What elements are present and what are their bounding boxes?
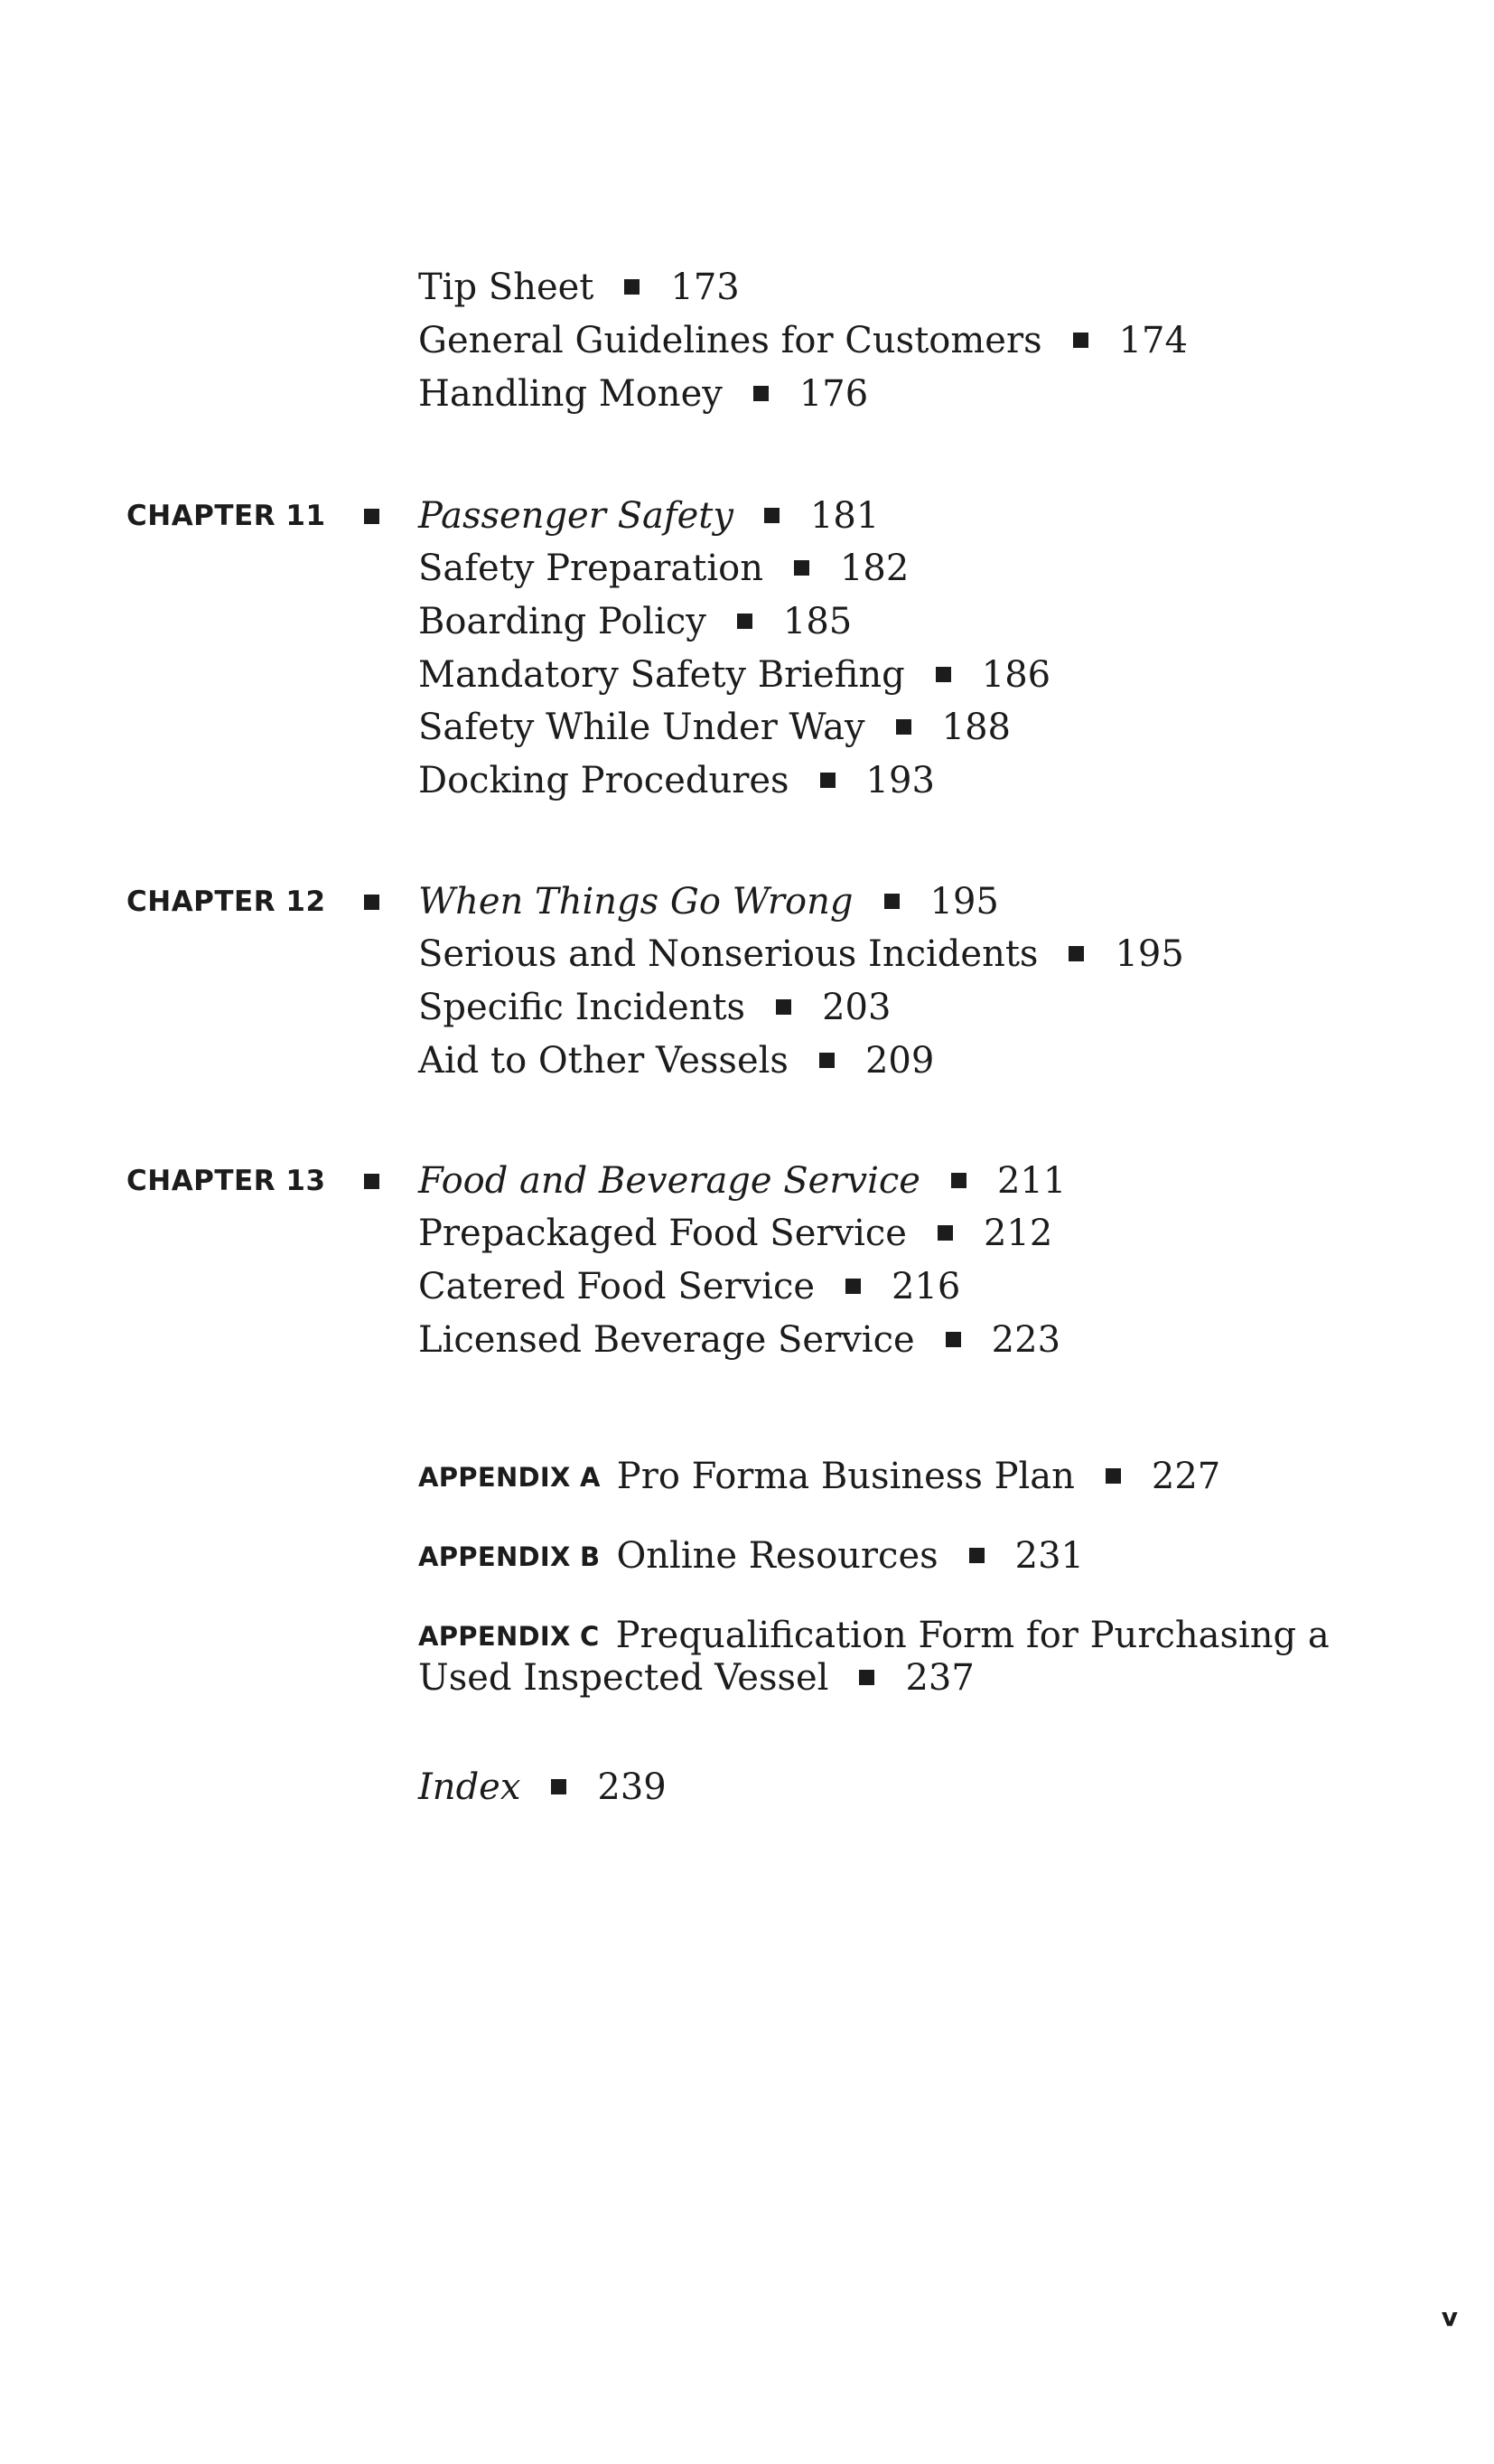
chapter-label: CHAPTER 12 [126,885,326,918]
toc-entry-title: Aid to Other Vessels [418,1040,789,1082]
toc-entry-title: Mandatory Safety Briefing [418,654,905,696]
toc-entry-title: Tip Sheet [418,267,594,308]
appendix-page: 231 [1014,1535,1084,1577]
toc-entry-page: 203 [822,987,892,1028]
square-bullet-icon [896,719,911,735]
appendix-title: Pro Forma Business Plan [616,1456,1075,1497]
toc-entry-page: 176 [798,373,869,415]
chapter-label: CHAPTER 11 [126,500,326,532]
appendix-entry-continued [418,1656,975,1700]
chapter-heading [418,494,879,538]
toc-entry-page: 212 [983,1213,1053,1254]
toc-entry-title: Docking Procedures [418,760,789,801]
toc-entry [418,547,909,590]
toc-entry-page: 223 [991,1319,1061,1361]
square-bullet-icon [820,773,836,788]
toc-entry-title: General Guidelines for Customers [418,320,1042,361]
toc-entry-title: Prepackaged Food Service [418,1213,907,1254]
square-bullet-icon [938,1225,953,1241]
square-bullet-icon [884,894,900,909]
chapter-heading [418,880,999,923]
square-bullet-icon [969,1548,985,1563]
chapter-page: 195 [929,881,999,923]
square-bullet-icon [624,279,640,295]
square-bullet-icon [1106,1468,1121,1484]
toc-entry [418,1039,934,1082]
toc-entry-page: 193 [865,760,935,801]
chapter-title: When Things Go Wrong [418,881,854,923]
toc-entry-title: Specific Incidents [418,987,746,1028]
appendix-entry [418,1455,1220,1499]
appendix-page: 227 [1151,1456,1221,1497]
square-bullet-icon [859,1670,874,1685]
appendix-page: 237 [905,1657,975,1699]
square-bullet-icon [364,1174,379,1189]
index-entry [418,1766,667,1809]
toc-entry [418,1212,1052,1255]
toc-entry-title: Catered Food Service [418,1266,816,1307]
toc-entry-title: Handling Money [418,373,723,415]
square-bullet-icon [794,560,809,576]
toc-entry [418,319,1188,362]
toc-entry [418,1318,1060,1362]
appendix-entry [418,1614,1330,1658]
chapter-title: Passenger Safety [418,495,733,537]
index-title: Index [418,1766,521,1808]
appendix-title: Online Resources [616,1535,938,1577]
toc-entry-page: 185 [782,601,853,642]
appendix-title: Prequalification Form for Purchasing a [615,1615,1330,1656]
square-bullet-icon [737,614,752,629]
square-bullet-icon [946,1332,961,1347]
toc-entry-page: 188 [941,707,1011,748]
toc-entry [418,372,868,416]
toc-entry-title: Licensed Beverage Service [418,1319,915,1361]
appendix-label: APPENDIX B [418,1541,601,1572]
square-bullet-icon [819,1053,835,1068]
appendix-entry [418,1534,1084,1579]
square-bullet-icon [753,386,769,401]
square-bullet-icon [364,895,379,910]
toc-entry [418,759,935,802]
toc-entry [418,986,891,1029]
toc-entry-title: Safety Preparation [418,548,763,589]
index-page: 239 [597,1766,667,1808]
square-bullet-icon [936,667,951,682]
toc-entry-page: 216 [892,1266,961,1307]
square-bullet-icon [1073,333,1088,348]
square-bullet-icon [764,508,780,523]
toc-entry-page: 174 [1118,320,1188,361]
toc-entry-title: Safety While Under Way [418,707,865,748]
square-bullet-icon [845,1279,861,1294]
toc-entry-page: 195 [1115,933,1184,975]
square-bullet-icon [776,999,791,1015]
appendix-label: APPENDIX C [418,1621,600,1652]
chapter-page: 181 [809,495,880,537]
toc-entry [418,932,1184,976]
toc-entry [418,706,1011,749]
square-bullet-icon [551,1779,566,1794]
toc-entry-page: 209 [864,1040,935,1082]
chapter-label: CHAPTER 13 [126,1165,326,1197]
toc-entry-title: Boarding Policy [418,601,706,642]
page-number: v [1441,2302,1458,2332]
square-bullet-icon [1069,946,1084,961]
appendix-label: APPENDIX A [418,1462,601,1493]
square-bullet-icon [951,1173,966,1188]
chapter-heading [418,1159,1066,1203]
toc-entry [418,266,740,309]
toc-entry-page: 182 [839,548,910,589]
toc-entry-page: 173 [670,267,740,308]
toc-entry-page: 186 [981,654,1051,696]
toc-entry [418,653,1050,697]
toc-entry [418,1265,960,1308]
toc-entry [418,600,852,643]
toc-entry-title: Serious and Nonserious Incidents [418,933,1039,975]
square-bullet-icon [364,509,379,524]
chapter-title: Food and Beverage Service [418,1160,920,1202]
appendix-title: Used Inspected Vessel [418,1657,829,1699]
chapter-page: 211 [996,1160,1067,1202]
